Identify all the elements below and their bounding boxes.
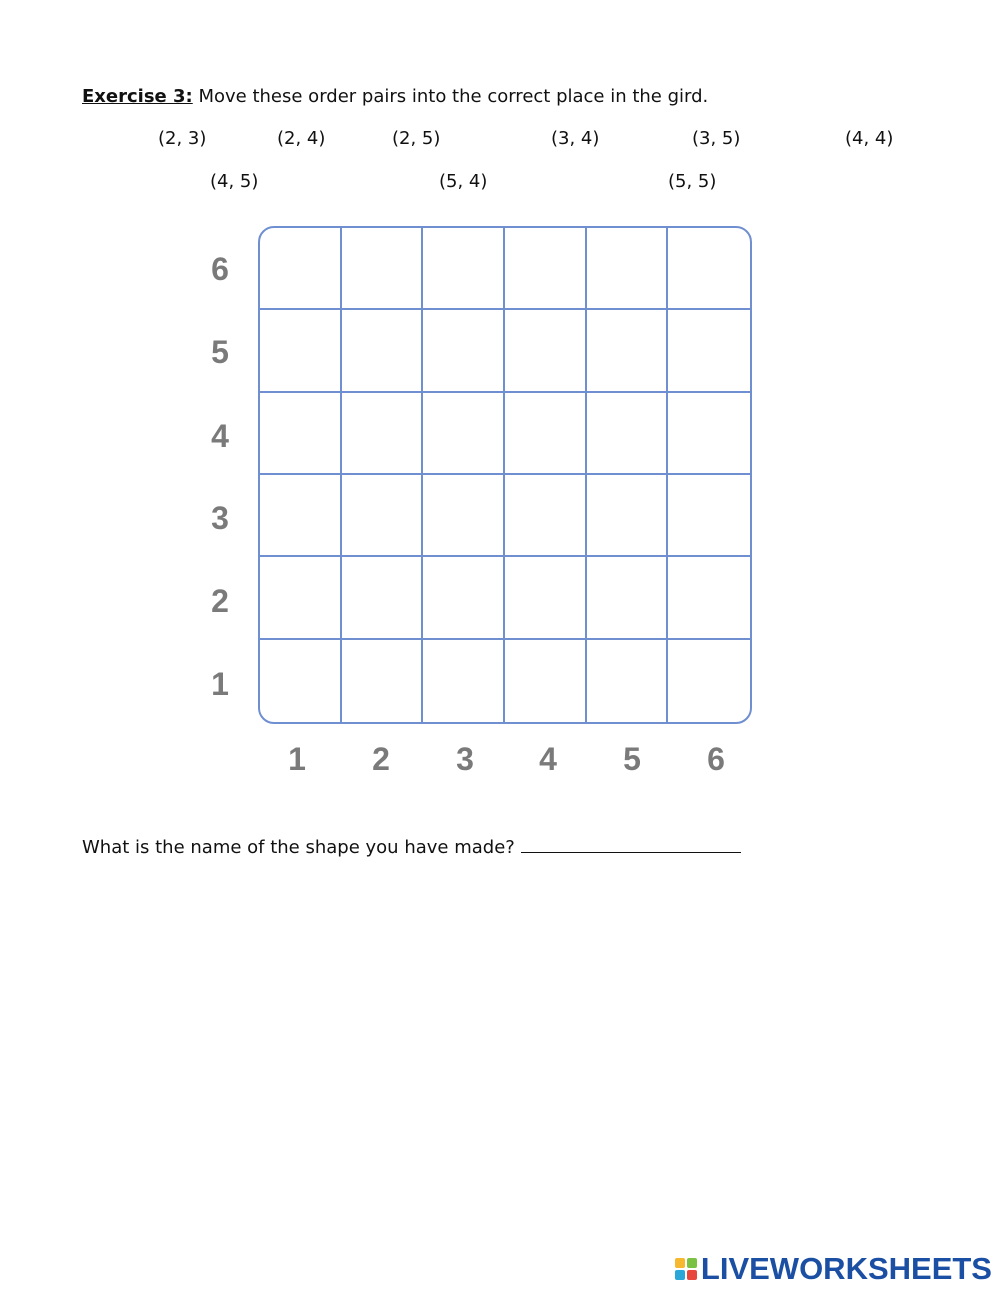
grid-cell-1-1[interactable] — [260, 640, 342, 722]
ordered-pair-4-4[interactable]: (4, 4) — [845, 128, 894, 149]
grid-cell-3-3[interactable] — [423, 475, 505, 557]
grid-cell-6-6[interactable] — [668, 228, 750, 310]
grid-cell-5-5[interactable] — [587, 310, 669, 392]
grid-cell-1-5[interactable] — [260, 310, 342, 392]
grid-cell-6-2[interactable] — [668, 557, 750, 639]
ordered-pair-3-5[interactable]: (3, 5) — [692, 128, 741, 149]
grid-cell-4-4[interactable] — [505, 393, 587, 475]
logo-square-1 — [675, 1258, 685, 1268]
grid-cell-5-6[interactable] — [587, 228, 669, 310]
grid-cell-1-2[interactable] — [260, 557, 342, 639]
grid-cell-4-3[interactable] — [505, 475, 587, 557]
y-axis-label-1: 1 — [211, 666, 229, 702]
liveworksheets-wordmark: LIVEWORKSHEETS — [700, 1251, 992, 1286]
coordinate-grid — [258, 226, 752, 724]
shape-answer-blank[interactable] — [521, 834, 741, 853]
grid-cell-6-4[interactable] — [668, 393, 750, 475]
ordered-pair-2-5[interactable]: (2, 5) — [392, 128, 441, 149]
grid-cell-5-3[interactable] — [587, 475, 669, 557]
grid-cell-4-6[interactable] — [505, 228, 587, 310]
x-axis-label-6: 6 — [707, 741, 725, 777]
x-axis-label-1: 1 — [288, 741, 306, 777]
ordered-pair-4-5[interactable]: (4, 5) — [210, 171, 259, 192]
y-axis-label-2: 2 — [211, 583, 229, 619]
ordered-pair-3-4[interactable]: (3, 4) — [551, 128, 600, 149]
grid-cells — [260, 228, 750, 722]
grid-cell-4-1[interactable] — [505, 640, 587, 722]
grid-cell-2-4[interactable] — [342, 393, 424, 475]
grid-cell-2-5[interactable] — [342, 310, 424, 392]
y-axis-label-6: 6 — [211, 251, 229, 287]
ordered-pair-2-4[interactable]: (2, 4) — [277, 128, 326, 149]
exercise-label: Exercise 3: — [82, 86, 193, 107]
grid-cell-2-1[interactable] — [342, 640, 424, 722]
x-axis-label-4: 4 — [539, 741, 557, 777]
y-axis-label-4: 4 — [211, 418, 229, 454]
grid-cell-3-2[interactable] — [423, 557, 505, 639]
shape-question — [82, 834, 741, 859]
grid-cell-1-6[interactable] — [260, 228, 342, 310]
grid-cell-1-3[interactable] — [260, 475, 342, 557]
grid-cell-2-6[interactable] — [342, 228, 424, 310]
grid-cell-3-5[interactable] — [423, 310, 505, 392]
grid-cell-3-1[interactable] — [423, 640, 505, 722]
logo-square-2 — [687, 1258, 697, 1268]
y-axis-label-5: 5 — [211, 334, 229, 370]
grid-cell-6-1[interactable] — [668, 640, 750, 722]
ordered-pair-5-4[interactable]: (5, 4) — [439, 171, 488, 192]
grid-cell-6-5[interactable] — [668, 310, 750, 392]
x-axis-label-5: 5 — [623, 741, 641, 777]
ordered-pair-5-5[interactable]: (5, 5) — [668, 171, 717, 192]
grid-cell-2-3[interactable] — [342, 475, 424, 557]
grid-cell-6-3[interactable] — [668, 475, 750, 557]
grid-cell-3-4[interactable] — [423, 393, 505, 475]
grid-cell-5-2[interactable] — [587, 557, 669, 639]
liveworksheets-icon — [675, 1258, 697, 1280]
y-axis-label-3: 3 — [211, 500, 229, 536]
grid-cell-5-1[interactable] — [587, 640, 669, 722]
liveworksheets-logo — [675, 1252, 992, 1286]
x-axis-label-3: 3 — [456, 741, 474, 777]
exercise-instruction: Move these order pairs into the correct place in the gird. — [192, 86, 709, 107]
grid-cell-2-2[interactable] — [342, 557, 424, 639]
grid-cell-4-5[interactable] — [505, 310, 587, 392]
grid-cell-5-4[interactable] — [587, 393, 669, 475]
logo-square-3 — [675, 1270, 685, 1280]
ordered-pair-2-3[interactable]: (2, 3) — [158, 128, 207, 149]
shape-question-text: What is the name of the shape you have made? — [82, 837, 515, 858]
grid-cell-4-2[interactable] — [505, 557, 587, 639]
x-axis-label-2: 2 — [372, 741, 390, 777]
grid-cell-1-4[interactable] — [260, 393, 342, 475]
grid-cell-3-6[interactable] — [423, 228, 505, 310]
exercise-heading — [82, 86, 708, 108]
logo-square-4 — [687, 1270, 697, 1280]
